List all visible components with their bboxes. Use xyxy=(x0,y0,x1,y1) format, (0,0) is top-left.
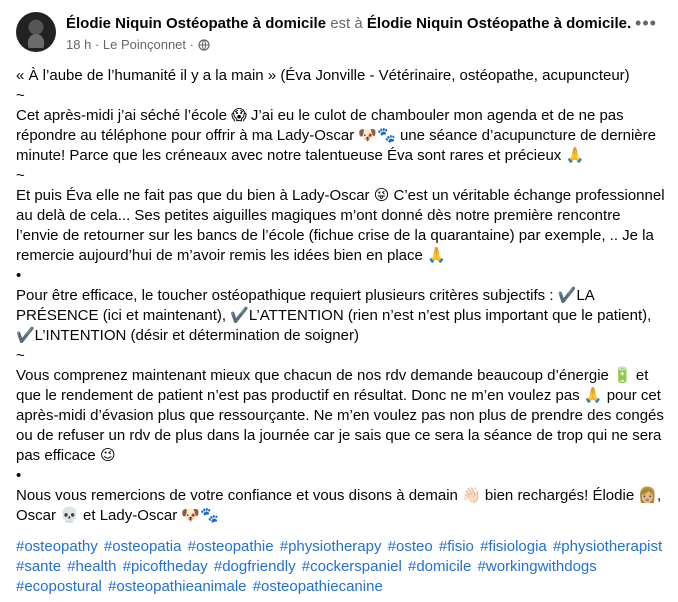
hashtag-link[interactable]: #osteopatia xyxy=(103,538,182,555)
hashtag-link[interactable]: #workingwithdogs xyxy=(477,558,597,575)
post-line: Et puis Éva elle ne fait pas que du bien à Lady-Oscar 😜 C’est un véritable échange professionnel au delà de cela... Ses petites aiguilles magiques m’ont donné dès notre première rencontre l’envie de retourner sur les bancs de l’école (fichue crise de la quarantaine) par exemple, .. Je la remercie aujourd’hui de m’avoir remis les idées bien en place 🙏 xyxy=(16,187,665,264)
post-line: Nous vous remercions de votre confiance et vous disons à demain 👋🏻 bien rechargés! Élodie 👩🏼, Oscar 💀 et Lady-Oscar 🐶🐾 xyxy=(16,487,662,524)
hashtag-link[interactable]: #sante xyxy=(16,558,62,575)
post-line: « À l’aube de l’humanité il y a la main » (Éva Jonville - Vétérinaire, ostéopathe, acupuncteur) xyxy=(16,67,630,84)
meta-separator-2: · xyxy=(189,37,194,52)
more-options-icon[interactable]: ••• xyxy=(635,13,657,33)
hashtag-link[interactable]: #osteo xyxy=(387,538,433,555)
hashtag-link[interactable]: #dogfriendly xyxy=(213,558,296,575)
hashtag-link[interactable]: #picoftheday xyxy=(122,558,208,575)
hashtag-link[interactable]: #health xyxy=(67,558,117,575)
hashtag-link[interactable]: #fisio xyxy=(438,538,474,555)
post-line: • xyxy=(16,267,22,284)
place-name[interactable]: Élodie Niquin Ostéopathe à domicile. xyxy=(366,15,632,32)
hashtag-link[interactable]: #ecopostural xyxy=(16,578,102,595)
post-body xyxy=(16,66,666,526)
hashtag-link[interactable]: #fisiologia xyxy=(480,538,547,555)
post-line: ~ xyxy=(16,87,25,104)
post-header xyxy=(16,12,662,56)
post-line: Pour être efficace, le toucher ostéopathique requiert plusieurs critères subjectifs : ✔️LA PRÉSENCE (ici et maintenant), ✔️L’ATTENTION (rien n’est n’est plus important que le patient), ✔️L’INTENTION (désir et détermination de soigner) xyxy=(16,287,652,344)
author-line xyxy=(66,14,656,34)
post-meta xyxy=(66,37,210,53)
post-line: Cet après-midi j’ai séché l’école 😱 J’ai eu le culot de chambouler mon agenda et de ne pas répondre au téléphone pour offrir à ma Lady-Oscar 🐶🐾 une séance d’acupuncture de dernière minute! Parce que les créneaux avec notre talentueuse Éva sont rares et précieux 🙏 xyxy=(16,107,656,164)
post-line: ~ xyxy=(16,347,25,364)
hashtag-list xyxy=(16,537,666,597)
hashtag-link[interactable]: #osteopathiecanine xyxy=(252,578,383,595)
post-line: ~ xyxy=(16,167,25,184)
hashtag-link[interactable]: #cockerspaniel xyxy=(301,558,402,575)
post-time[interactable]: 18 h xyxy=(66,37,92,52)
author-name[interactable]: Élodie Niquin Ostéopathe à domicile xyxy=(66,15,327,32)
hashtag-link[interactable]: #physiotherapy xyxy=(279,538,382,555)
post-line: • xyxy=(16,467,22,484)
post-location[interactable]: Le Poinçonnet xyxy=(102,37,187,52)
hashtag-link[interactable]: #physiotherapist xyxy=(552,538,663,555)
hashtag-link[interactable]: #osteopathieanimale xyxy=(108,578,247,595)
hashtag-link[interactable]: #osteopathy xyxy=(16,538,98,555)
globe-icon[interactable] xyxy=(198,39,210,51)
post-line: Vous comprenez maintenant mieux que chacun de nos rdv demande beaucoup d’énergie 🔋 et que le rendement de patient n’est pas productif en résultat. Donc ne m’en voulez pas 🙏 pour cet après-midi d’évasion plus que ressourçante. Ne m’en voulez pas non plus de prendre des congés ou de refuser un rdv de plus dans la journée car je sais que ce sera la séance de trop qui ne sera pas efficace 😉 xyxy=(16,367,664,464)
author-avatar[interactable] xyxy=(16,12,56,52)
hashtag-link[interactable]: #osteopathie xyxy=(187,538,274,555)
hashtag-link[interactable]: #domicile xyxy=(408,558,472,575)
connector-text: est à xyxy=(330,15,363,32)
meta-separator: · xyxy=(94,37,100,52)
